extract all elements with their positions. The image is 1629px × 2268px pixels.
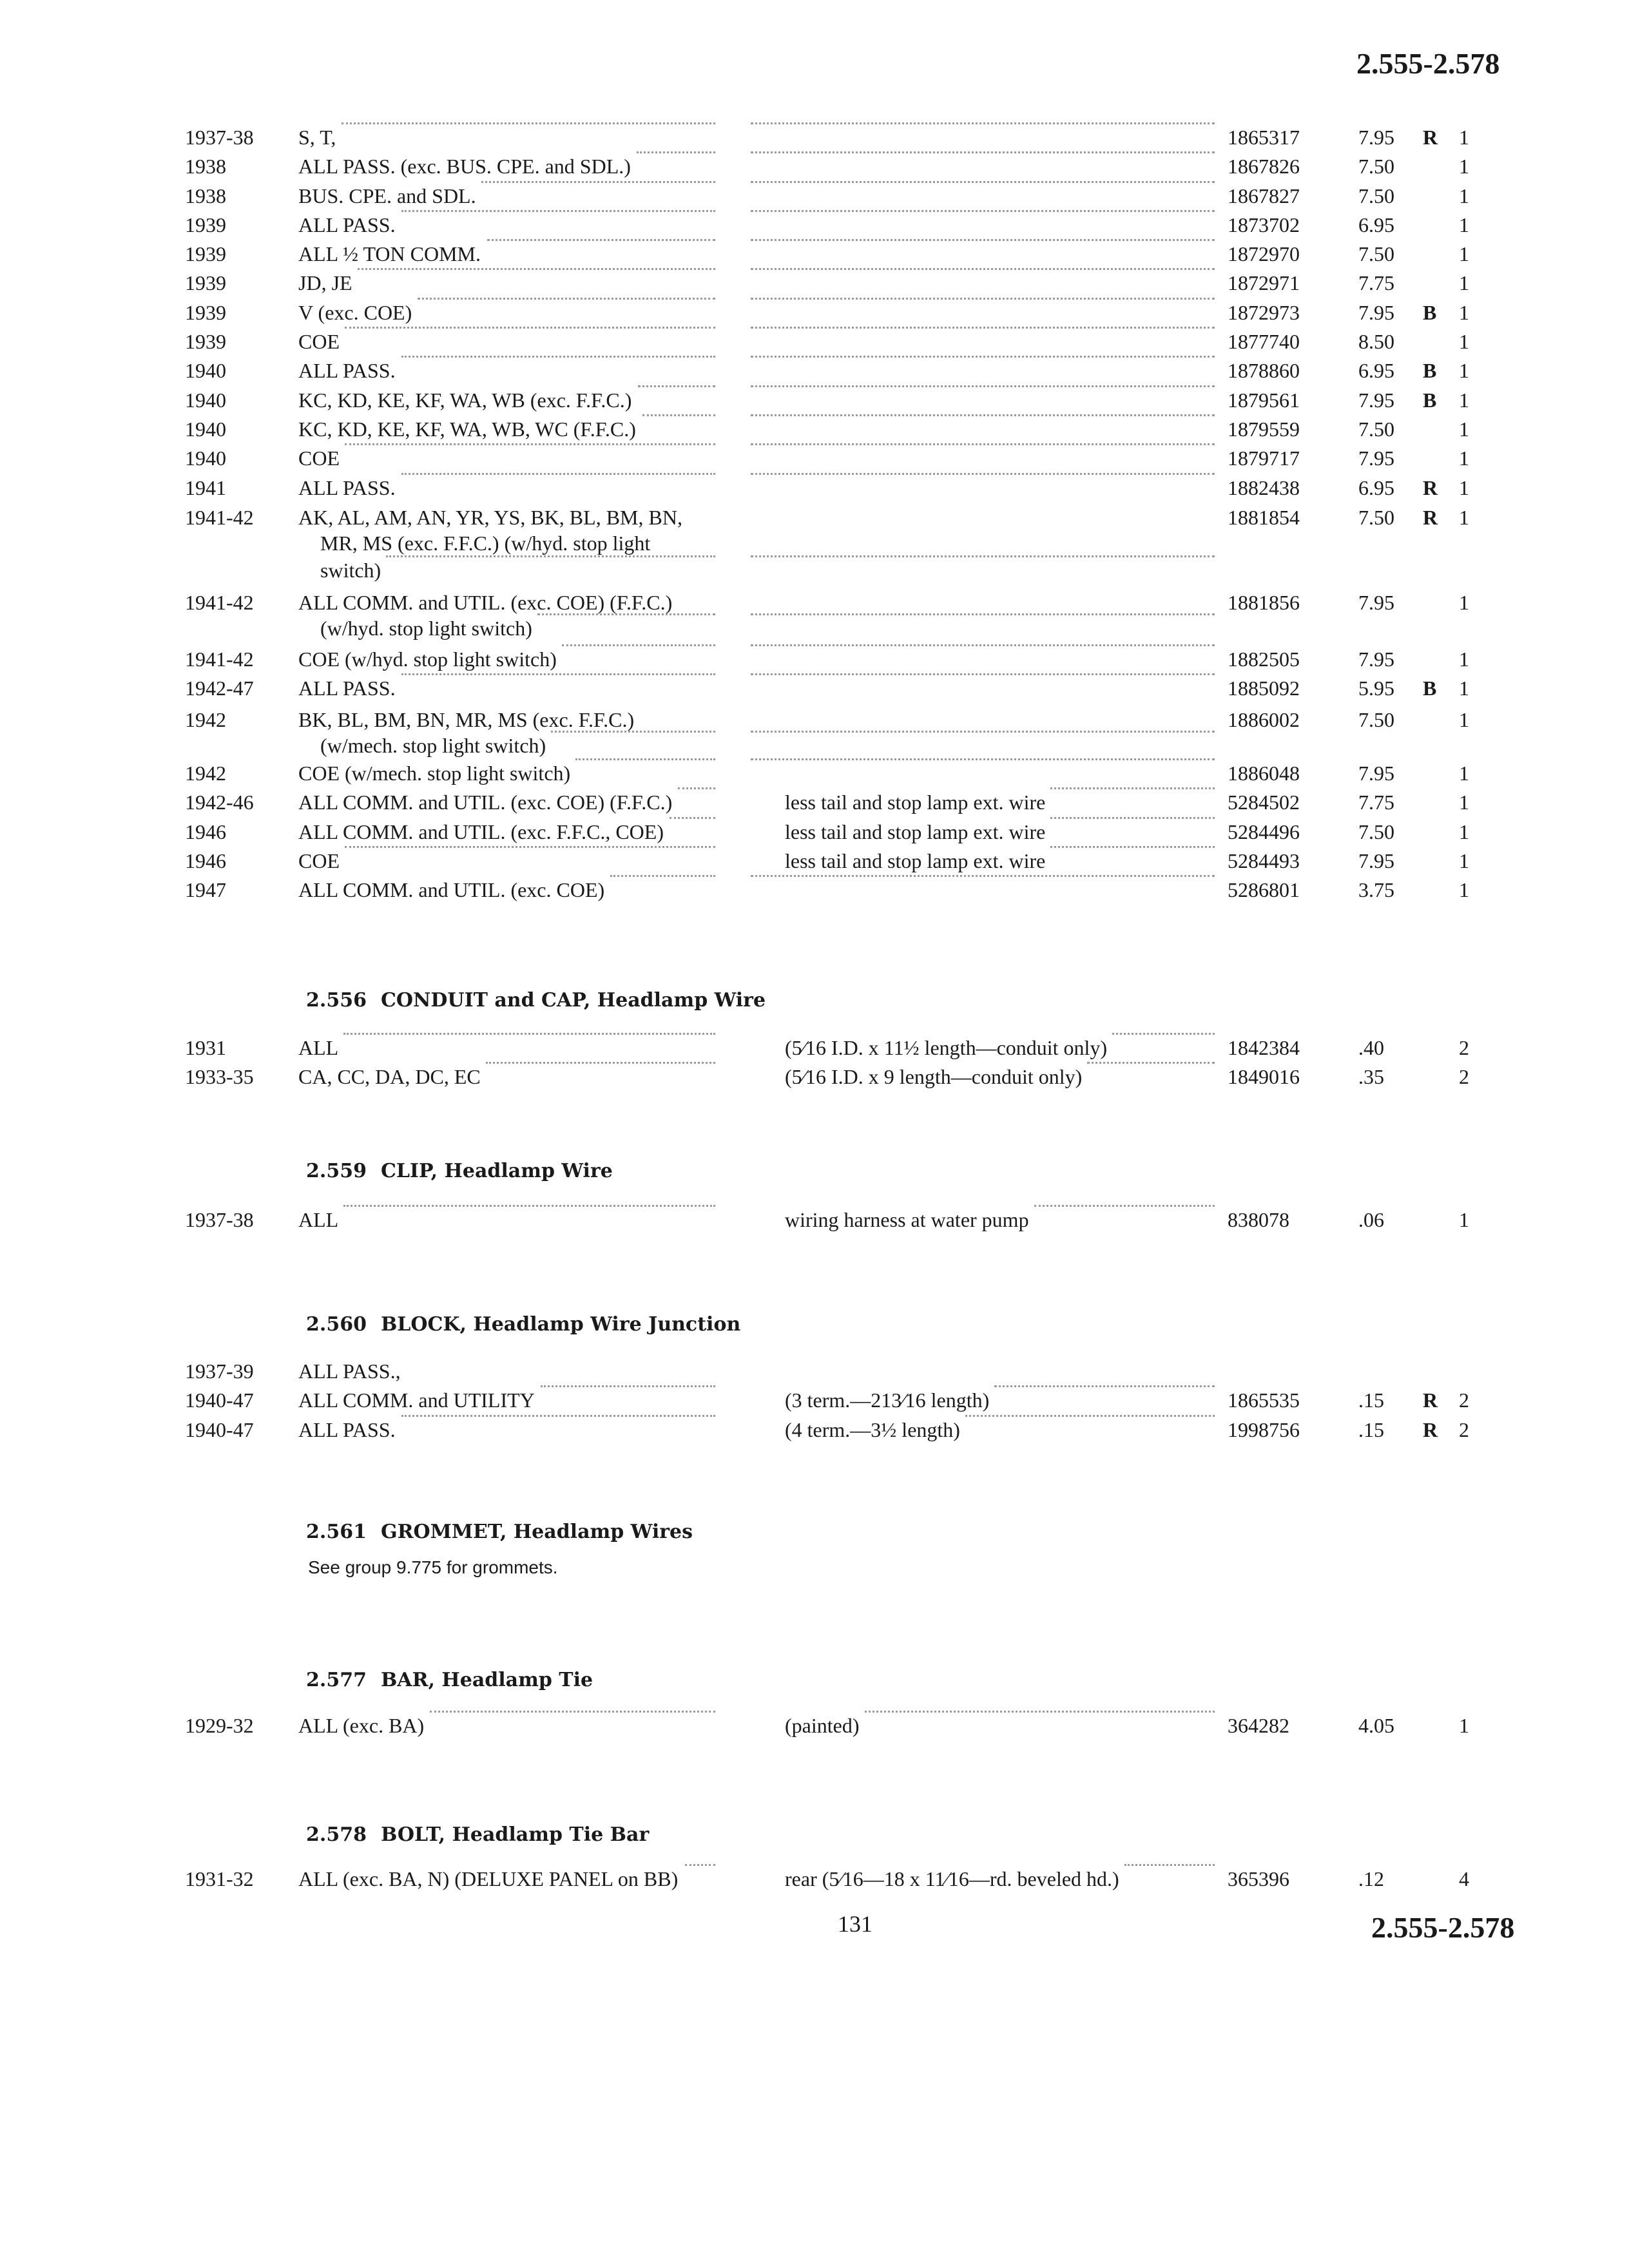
catalog-row xyxy=(0,787,1629,817)
catalog-row xyxy=(0,673,1629,703)
model-applicability: CA, CC, DA, DC, EC xyxy=(298,1065,481,1088)
part-number: 1879561 xyxy=(1228,389,1300,412)
part-number: 1872970 xyxy=(1228,242,1300,265)
part-note: wiring harness at water pump xyxy=(785,1208,1029,1231)
dot-leader xyxy=(401,1415,715,1417)
model-year: 1940-47 xyxy=(185,1418,254,1441)
model-applicability: ALL PASS. xyxy=(298,476,396,499)
stock-flag: B xyxy=(1423,359,1437,382)
part-number: 5284496 xyxy=(1228,820,1300,843)
quantity: 1 xyxy=(1459,648,1469,671)
page-number: 131 xyxy=(838,1911,872,1937)
dot-leader xyxy=(486,1062,715,1064)
model-year: 1941-42 xyxy=(185,591,254,614)
section-name: BLOCK, Headlamp Wire Junction xyxy=(380,1313,741,1336)
dot-leader xyxy=(1124,1864,1215,1866)
part-price: .15 xyxy=(1358,1389,1384,1412)
section-name: CONDUIT and CAP, Headlamp Wire xyxy=(380,989,766,1012)
catalog-row xyxy=(0,414,1629,444)
dot-leader xyxy=(1050,787,1215,789)
catalog-row xyxy=(0,1356,1629,1386)
part-price: .12 xyxy=(1358,1867,1384,1890)
quantity: 1 xyxy=(1459,447,1469,470)
model-applicability: ALL (exc. BA, N) (DELUXE PANEL on BB) xyxy=(298,1867,679,1890)
catalog-row xyxy=(0,327,1629,356)
section-title xyxy=(306,1313,740,1336)
part-number: 1886048 xyxy=(1228,762,1300,785)
catalog-row xyxy=(0,239,1629,269)
dot-leader xyxy=(751,875,1215,877)
model-applicability: COE (w/hyd. stop light switch) xyxy=(298,648,557,671)
model-applicability: ALL COMM. and UTILITY xyxy=(298,1389,535,1412)
model-applicability: ALL PASS. xyxy=(298,1418,396,1441)
catalog-row xyxy=(0,298,1629,327)
model-applicability: ALL xyxy=(298,1208,339,1231)
quantity: 4 xyxy=(1459,1867,1469,1890)
part-number: 1879717 xyxy=(1228,447,1300,470)
part-price: 7.95 xyxy=(1358,648,1394,671)
part-note: less tail and stop lamp ext. wire xyxy=(785,791,1046,814)
dot-leader xyxy=(401,356,715,358)
model-year: 1933-35 xyxy=(185,1065,254,1088)
part-price: 5.95 xyxy=(1358,677,1394,700)
dot-leader xyxy=(418,298,715,300)
section-number: 2.578 xyxy=(306,1823,367,1846)
catalog-row xyxy=(0,122,1629,152)
section-name: CLIP, Headlamp Wire xyxy=(380,1160,613,1182)
catalog-row xyxy=(0,1385,1629,1415)
dot-leader xyxy=(751,473,1215,475)
section-title xyxy=(306,1823,649,1846)
dot-leader xyxy=(345,443,715,445)
catalog-row xyxy=(0,210,1629,240)
part-price: 7.95 xyxy=(1358,591,1394,614)
quantity: 1 xyxy=(1459,126,1469,149)
part-price: .15 xyxy=(1358,1418,1384,1441)
model-year: 1937-39 xyxy=(185,1360,254,1383)
dot-leader xyxy=(401,473,715,475)
part-number: 1873702 xyxy=(1228,213,1300,236)
part-number: 5286801 xyxy=(1228,878,1300,901)
page-range-header: 2.555-2.578 xyxy=(1356,47,1500,80)
model-applicability: ALL PASS. xyxy=(298,677,396,700)
part-number: 1842384 xyxy=(1228,1036,1300,1059)
catalog-row xyxy=(0,1205,1629,1235)
part-number: 1882438 xyxy=(1228,476,1300,499)
quantity: 1 xyxy=(1459,708,1469,731)
part-number: 1885092 xyxy=(1228,677,1300,700)
quantity: 2 xyxy=(1459,1418,1469,1441)
catalog-row xyxy=(0,1033,1629,1062)
catalog-row-continuation xyxy=(0,613,1629,643)
model-year: 1939 xyxy=(185,271,226,294)
section-title xyxy=(306,989,766,1012)
quantity: 2 xyxy=(1459,1036,1469,1059)
part-price: 7.95 xyxy=(1358,126,1394,149)
quantity: 1 xyxy=(1459,820,1469,843)
part-price: 3.75 xyxy=(1358,878,1394,901)
dot-leader xyxy=(751,122,1215,124)
part-number: 1872971 xyxy=(1228,271,1300,294)
quantity: 1 xyxy=(1459,301,1469,324)
model-year: 1938 xyxy=(185,184,226,207)
section-name: BOLT, Headlamp Tie Bar xyxy=(380,1823,650,1846)
model-applicability: S, T, xyxy=(298,126,336,149)
section-number: 2.560 xyxy=(306,1313,367,1336)
quantity: 1 xyxy=(1459,271,1469,294)
model-year: 1946 xyxy=(185,849,226,872)
model-applicability: ALL PASS. (exc. BUS. CPE. and SDL.) xyxy=(298,155,631,178)
model-year: 1939 xyxy=(185,213,226,236)
quantity: 1 xyxy=(1459,591,1469,614)
part-number: 364282 xyxy=(1228,1714,1289,1737)
dot-leader xyxy=(562,644,715,646)
section-number: 2.561 xyxy=(306,1521,367,1543)
catalog-row xyxy=(0,356,1629,385)
quantity: 1 xyxy=(1459,184,1469,207)
dot-leader xyxy=(751,298,1215,300)
model-year: 1942-47 xyxy=(185,677,254,700)
part-number: 1849016 xyxy=(1228,1065,1300,1088)
model-year: 1937-38 xyxy=(185,126,254,149)
dot-leader xyxy=(401,210,715,212)
dot-leader xyxy=(1050,817,1215,819)
model-year: 1931 xyxy=(185,1036,226,1059)
part-note: less tail and stop lamp ext. wire xyxy=(785,849,1046,872)
model-year: 1938 xyxy=(185,155,226,178)
model-year: 1941 xyxy=(185,476,226,499)
section-title xyxy=(306,1160,613,1182)
model-applicability: ALL PASS. xyxy=(298,359,396,382)
model-year: 1939 xyxy=(185,330,226,353)
part-price: 7.75 xyxy=(1358,271,1394,294)
dot-leader xyxy=(345,327,715,329)
section-number: 2.559 xyxy=(306,1160,367,1182)
part-number: 838078 xyxy=(1228,1208,1289,1231)
quantity: 1 xyxy=(1459,878,1469,901)
dot-leader xyxy=(751,673,1215,675)
quantity: 1 xyxy=(1459,849,1469,872)
model-applicability-continued: MR, MS (exc. F.F.C.) (w/hyd. stop light xyxy=(320,532,651,555)
part-number: 1867826 xyxy=(1228,155,1300,178)
dot-leader xyxy=(865,1711,1215,1713)
stock-flag: R xyxy=(1423,126,1438,149)
catalog-row xyxy=(0,385,1629,415)
quantity: 1 xyxy=(1459,213,1469,236)
dot-leader xyxy=(541,1385,715,1387)
dot-leader xyxy=(481,181,715,183)
model-applicability: AK, AL, AM, AN, YR, YS, BK, BL, BM, BN, xyxy=(298,506,682,529)
model-applicability: ALL PASS., xyxy=(298,1360,401,1383)
part-number: 1881856 xyxy=(1228,591,1300,614)
catalog-row xyxy=(0,1864,1629,1894)
dot-leader xyxy=(751,414,1215,416)
model-year: 1942 xyxy=(185,708,226,731)
quantity: 1 xyxy=(1459,506,1469,529)
dot-leader xyxy=(751,644,1215,646)
part-price: 8.50 xyxy=(1358,330,1394,353)
dot-leader xyxy=(751,385,1215,387)
dot-leader xyxy=(343,1205,715,1207)
model-applicability: COE xyxy=(298,447,340,470)
part-price: 7.50 xyxy=(1358,242,1394,265)
part-price: 7.50 xyxy=(1358,418,1394,441)
quantity: 1 xyxy=(1459,418,1469,441)
quantity: 1 xyxy=(1459,1208,1469,1231)
dot-leader xyxy=(751,555,1215,557)
model-applicability: BUS. CPE. and SDL. xyxy=(298,184,476,207)
model-year: 1941-42 xyxy=(185,648,254,671)
part-price: 4.05 xyxy=(1358,1714,1394,1737)
section-name: GROMMET, Headlamp Wires xyxy=(380,1521,693,1543)
part-number: 1867827 xyxy=(1228,184,1300,207)
catalog-row xyxy=(0,875,1629,905)
cross-reference-note: See group 9.775 for grommets. xyxy=(308,1557,558,1577)
dot-leader xyxy=(1050,846,1215,848)
dot-leader xyxy=(487,239,715,241)
part-note: rear (5⁄16—18 x 11⁄16—rd. beveled hd.) xyxy=(785,1867,1119,1890)
dot-leader xyxy=(965,1415,1215,1417)
dot-leader xyxy=(685,1864,715,1866)
dot-leader xyxy=(751,268,1215,270)
part-note: (painted) xyxy=(785,1714,860,1737)
dot-leader xyxy=(751,151,1215,153)
dot-leader xyxy=(1087,1062,1215,1064)
model-applicability: COE xyxy=(298,849,340,872)
quantity: 1 xyxy=(1459,476,1469,499)
dot-leader xyxy=(678,787,715,789)
part-number: 1879559 xyxy=(1228,418,1300,441)
part-number: 365396 xyxy=(1228,1867,1289,1890)
section-title xyxy=(306,1521,693,1543)
dot-leader xyxy=(343,1033,715,1035)
part-price: 7.95 xyxy=(1358,762,1394,785)
model-year: 1940 xyxy=(185,447,226,470)
stock-flag: B xyxy=(1423,301,1437,324)
model-year: 1940 xyxy=(185,389,226,412)
model-applicability: ALL ½ TON COMM. xyxy=(298,242,481,265)
quantity: 1 xyxy=(1459,330,1469,353)
part-note: (5⁄16 I.D. x 11½ length—conduit only) xyxy=(785,1036,1108,1059)
page-range-footer: 2.555-2.578 xyxy=(1371,1911,1515,1944)
stock-flag: R xyxy=(1423,506,1438,529)
part-note: (3 term.—213⁄16 length) xyxy=(785,1389,990,1412)
quantity: 1 xyxy=(1459,242,1469,265)
dot-leader xyxy=(386,555,715,557)
catalog-row xyxy=(0,473,1629,503)
catalog-row xyxy=(0,1062,1629,1091)
catalog-row xyxy=(0,846,1629,876)
section-number: 2.577 xyxy=(306,1669,367,1691)
model-applicability-continued: (w/hyd. stop light switch) xyxy=(320,617,532,640)
dot-leader xyxy=(637,151,715,153)
part-number: 1878860 xyxy=(1228,359,1300,382)
model-applicability: KC, KD, KE, KF, WA, WB (exc. F.F.C.) xyxy=(298,389,632,412)
dot-leader xyxy=(751,239,1215,241)
part-number: 1865317 xyxy=(1228,126,1300,149)
model-applicability: BK, BL, BM, BN, MR, MS (exc. F.F.C.) xyxy=(298,708,635,731)
model-year: 1940 xyxy=(185,359,226,382)
model-year: 1939 xyxy=(185,301,226,324)
quantity: 1 xyxy=(1459,389,1469,412)
quantity: 1 xyxy=(1459,762,1469,785)
quantity: 1 xyxy=(1459,155,1469,178)
dot-leader xyxy=(638,385,715,387)
part-price: 7.95 xyxy=(1358,447,1394,470)
part-note: less tail and stop lamp ext. wire xyxy=(785,820,1046,843)
model-applicability: KC, KD, KE, KF, WA, WB, WC (F.F.C.) xyxy=(298,418,636,441)
dot-leader xyxy=(551,731,715,733)
stock-flag: B xyxy=(1423,677,1437,700)
dot-leader xyxy=(342,122,715,124)
part-price: 6.95 xyxy=(1358,359,1394,382)
dot-leader xyxy=(751,731,1215,733)
part-price: .40 xyxy=(1358,1036,1384,1059)
dot-leader xyxy=(751,210,1215,212)
dot-leader xyxy=(751,443,1215,445)
dot-leader xyxy=(751,327,1215,329)
dot-leader xyxy=(358,268,715,270)
part-number: 1872973 xyxy=(1228,301,1300,324)
model-applicability: ALL COMM. and UTIL. (exc. F.F.C., COE) xyxy=(298,820,664,843)
catalog-row xyxy=(0,181,1629,211)
stock-flag: R xyxy=(1423,1389,1438,1412)
catalog-row xyxy=(0,268,1629,298)
model-year: 1940-47 xyxy=(185,1389,254,1412)
dot-leader xyxy=(642,414,715,416)
model-applicability-continued: (w/mech. stop light switch) xyxy=(320,734,546,757)
part-note: (4 term.—3½ length) xyxy=(785,1418,960,1441)
dot-leader xyxy=(751,613,1215,615)
part-price: .06 xyxy=(1358,1208,1384,1231)
part-price: 7.50 xyxy=(1358,155,1394,178)
model-applicability: ALL COMM. and UTIL. (exc. COE) (F.F.C.) xyxy=(298,591,673,614)
dot-leader xyxy=(1034,1205,1215,1207)
section-number: 2.556 xyxy=(306,989,367,1012)
dot-leader xyxy=(537,613,715,615)
dot-leader xyxy=(1112,1033,1215,1035)
model-year: 1939 xyxy=(185,242,226,265)
stock-flag: R xyxy=(1423,476,1438,499)
stock-flag: B xyxy=(1423,389,1437,412)
quantity: 1 xyxy=(1459,359,1469,382)
dot-leader xyxy=(575,758,715,760)
part-number: 1882505 xyxy=(1228,648,1300,671)
model-year: 1931-32 xyxy=(185,1867,254,1890)
dot-leader xyxy=(670,817,715,819)
model-applicability: ALL xyxy=(298,1036,339,1059)
part-number: 5284502 xyxy=(1228,791,1300,814)
dot-leader xyxy=(751,356,1215,358)
catalog-row-continuation xyxy=(0,555,1629,585)
catalog-row xyxy=(0,1711,1629,1740)
model-year: 1929-32 xyxy=(185,1714,254,1737)
catalog-row-continuation xyxy=(0,528,1629,558)
part-number: 1865535 xyxy=(1228,1389,1300,1412)
model-year: 1946 xyxy=(185,820,226,843)
model-applicability: ALL COMM. and UTIL. (exc. COE) xyxy=(298,878,605,901)
section-name: BAR, Headlamp Tie xyxy=(380,1669,593,1691)
part-price: 6.95 xyxy=(1358,476,1394,499)
part-note: (5⁄16 I.D. x 9 length—conduit only) xyxy=(785,1065,1083,1088)
model-applicability: V (exc. COE) xyxy=(298,301,412,324)
model-applicability: COE (w/mech. stop light switch) xyxy=(298,762,571,785)
catalog-row-continuation xyxy=(0,731,1629,760)
model-year: 1940 xyxy=(185,418,226,441)
quantity: 1 xyxy=(1459,1714,1469,1737)
part-price: 7.95 xyxy=(1358,849,1394,872)
quantity: 1 xyxy=(1459,677,1469,700)
part-number: 1877740 xyxy=(1228,330,1300,353)
model-year: 1941-42 xyxy=(185,506,254,529)
model-applicability-continued: switch) xyxy=(320,559,381,582)
catalog-row xyxy=(0,644,1629,674)
catalog-row xyxy=(0,151,1629,181)
part-price: 7.50 xyxy=(1358,820,1394,843)
model-applicability: ALL (exc. BA) xyxy=(298,1714,425,1737)
dot-leader xyxy=(430,1711,715,1713)
catalog-row xyxy=(0,443,1629,473)
quantity: 2 xyxy=(1459,1065,1469,1088)
stock-flag: R xyxy=(1423,1418,1438,1441)
quantity: 1 xyxy=(1459,791,1469,814)
catalog-row xyxy=(0,817,1629,847)
model-applicability: JD, JE xyxy=(298,271,352,294)
section-title xyxy=(306,1669,593,1691)
model-applicability: COE xyxy=(298,330,340,353)
part-number: 1886002 xyxy=(1228,708,1300,731)
model-year: 1942 xyxy=(185,762,226,785)
part-price: 7.75 xyxy=(1358,791,1394,814)
quantity: 2 xyxy=(1459,1389,1469,1412)
part-price: 7.95 xyxy=(1358,389,1394,412)
part-price: 6.95 xyxy=(1358,213,1394,236)
part-price: 7.50 xyxy=(1358,506,1394,529)
dot-leader xyxy=(401,673,715,675)
part-price: 7.50 xyxy=(1358,184,1394,207)
part-number: 1881854 xyxy=(1228,506,1300,529)
dot-leader xyxy=(345,846,715,848)
part-price: 7.95 xyxy=(1358,301,1394,324)
catalog-row xyxy=(0,758,1629,788)
part-number: 1998756 xyxy=(1228,1418,1300,1441)
catalog-row xyxy=(0,1415,1629,1445)
model-applicability: ALL COMM. and UTIL. (exc. COE) (F.F.C.) xyxy=(298,791,673,814)
model-applicability: ALL PASS. xyxy=(298,213,396,236)
part-number: 5284493 xyxy=(1228,849,1300,872)
part-price: 7.50 xyxy=(1358,708,1394,731)
dot-leader xyxy=(751,181,1215,183)
part-price: .35 xyxy=(1358,1065,1384,1088)
model-year: 1937-38 xyxy=(185,1208,254,1231)
dot-leader xyxy=(994,1385,1215,1387)
dot-leader xyxy=(751,758,1215,760)
model-year: 1942-46 xyxy=(185,791,254,814)
dot-leader xyxy=(610,875,715,877)
model-year: 1947 xyxy=(185,878,226,901)
